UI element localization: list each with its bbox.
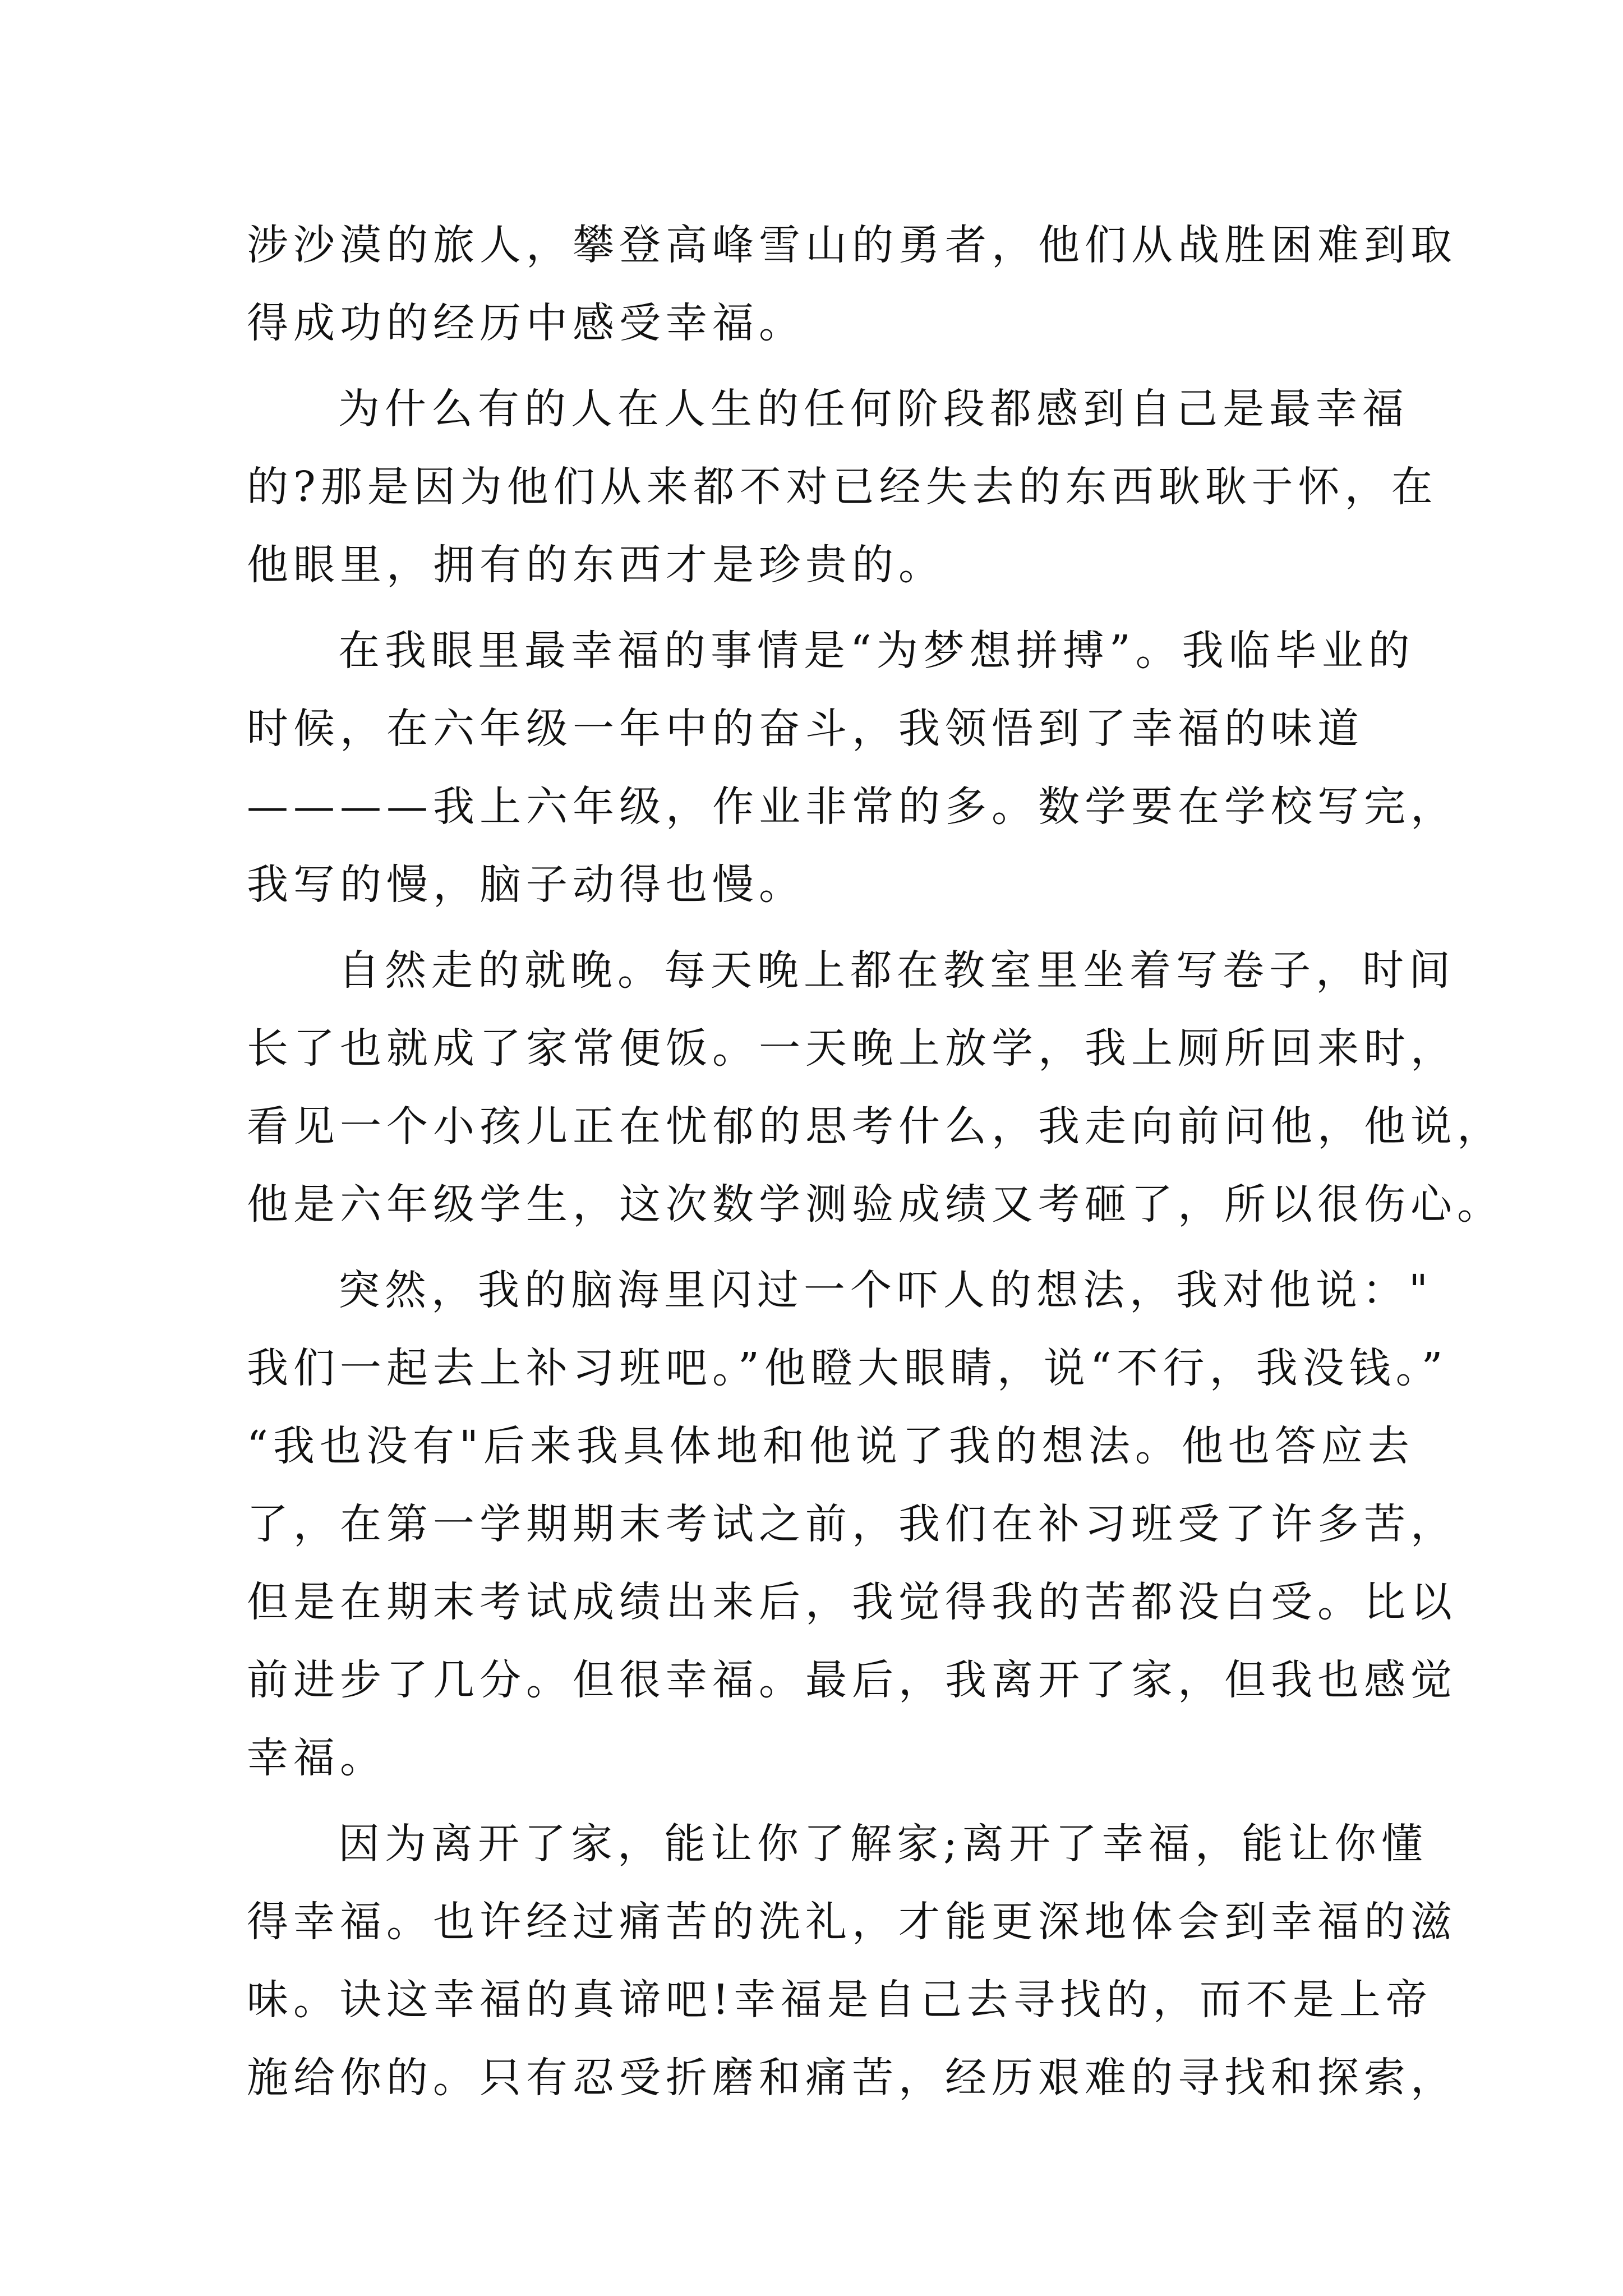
text-line: 味。诀这幸福的真谛吧!幸福是自己去寻找的，而不是上帝 [247, 1976, 1432, 2024]
text-line: 他眼里，拥有的东西才是珍贵的。 [247, 541, 945, 589]
text-line: 幸福。 [247, 1734, 386, 1782]
text-line: 看见一个小孩儿正在忧郁的思考什么，我走向前问他，他说， [247, 1102, 1504, 1151]
text-line: 但是在期末考试成绩出来后，我觉得我的苦都没白受。比以 [247, 1578, 1457, 1626]
text-line: ————我上六年级，作业非常的多。数学要在学校写完， [247, 783, 1457, 831]
text-line: 前进步了几分。但很幸福。最后，我离开了家，但我也感觉 [247, 1656, 1457, 1704]
paragraph-first-line: 在我眼里最幸福的事情是“为梦想拼搏”。我临毕业的 [338, 627, 1415, 675]
document-body [247, 206, 1504, 2117]
paragraph-first-line: 为什么有的人在人生的任何阶段都感到自己是最幸福 [338, 385, 1409, 433]
text-line: 涉沙漠的旅人，攀登高峰雪山的勇者，他们从战胜困难到取 [247, 221, 1457, 269]
text-line: 我写的慢，脑子动得也慢。 [247, 861, 805, 909]
text-line: 得幸福。也许经过痛苦的洗礼，才能更深地体会到幸福的滋 [247, 1898, 1457, 1946]
text-line: 施给你的。只有忍受折磨和痛苦，经历艰难的寻找和探索， [247, 2054, 1457, 2102]
text-line: 他是六年级学生，这次数学测验成绩又考砸了，所以很伤心。 [247, 1180, 1504, 1228]
text-line: “我也没有"后来我具体地和他说了我的想法。他也答应去 [247, 1422, 1414, 1470]
text-line: 长了也就成了家常便饭。一天晚上放学，我上厕所回来时， [247, 1024, 1457, 1073]
text-line: 时候，在六年级一年中的奋斗，我领悟到了幸福的味道 [247, 705, 1364, 753]
text-line: 的?那是因为他们从来都不对已经失去的东西耿耿于怀，在 [247, 463, 1438, 511]
text-line: 了，在第一学期期末考试之前，我们在补习班受了许多苦， [247, 1500, 1457, 1548]
paragraph-first-line: 因为离开了家，能让你了解家;离开了幸福，能让你懂 [338, 1820, 1428, 1868]
paragraph-first-line: 自然走的就晚。每天晚上都在教室里坐着写卷子，时间 [338, 946, 1455, 995]
text-line: 我们一起去上补习班吧。”他瞪大眼睛，说“不行，我没钱。” [247, 1344, 1448, 1392]
text-line: 得成功的经历中感受幸福。 [247, 299, 805, 347]
paragraph-first-line: 突然，我的脑海里闪过一个吓人的想法，我对他说：" [338, 1266, 1433, 1314]
